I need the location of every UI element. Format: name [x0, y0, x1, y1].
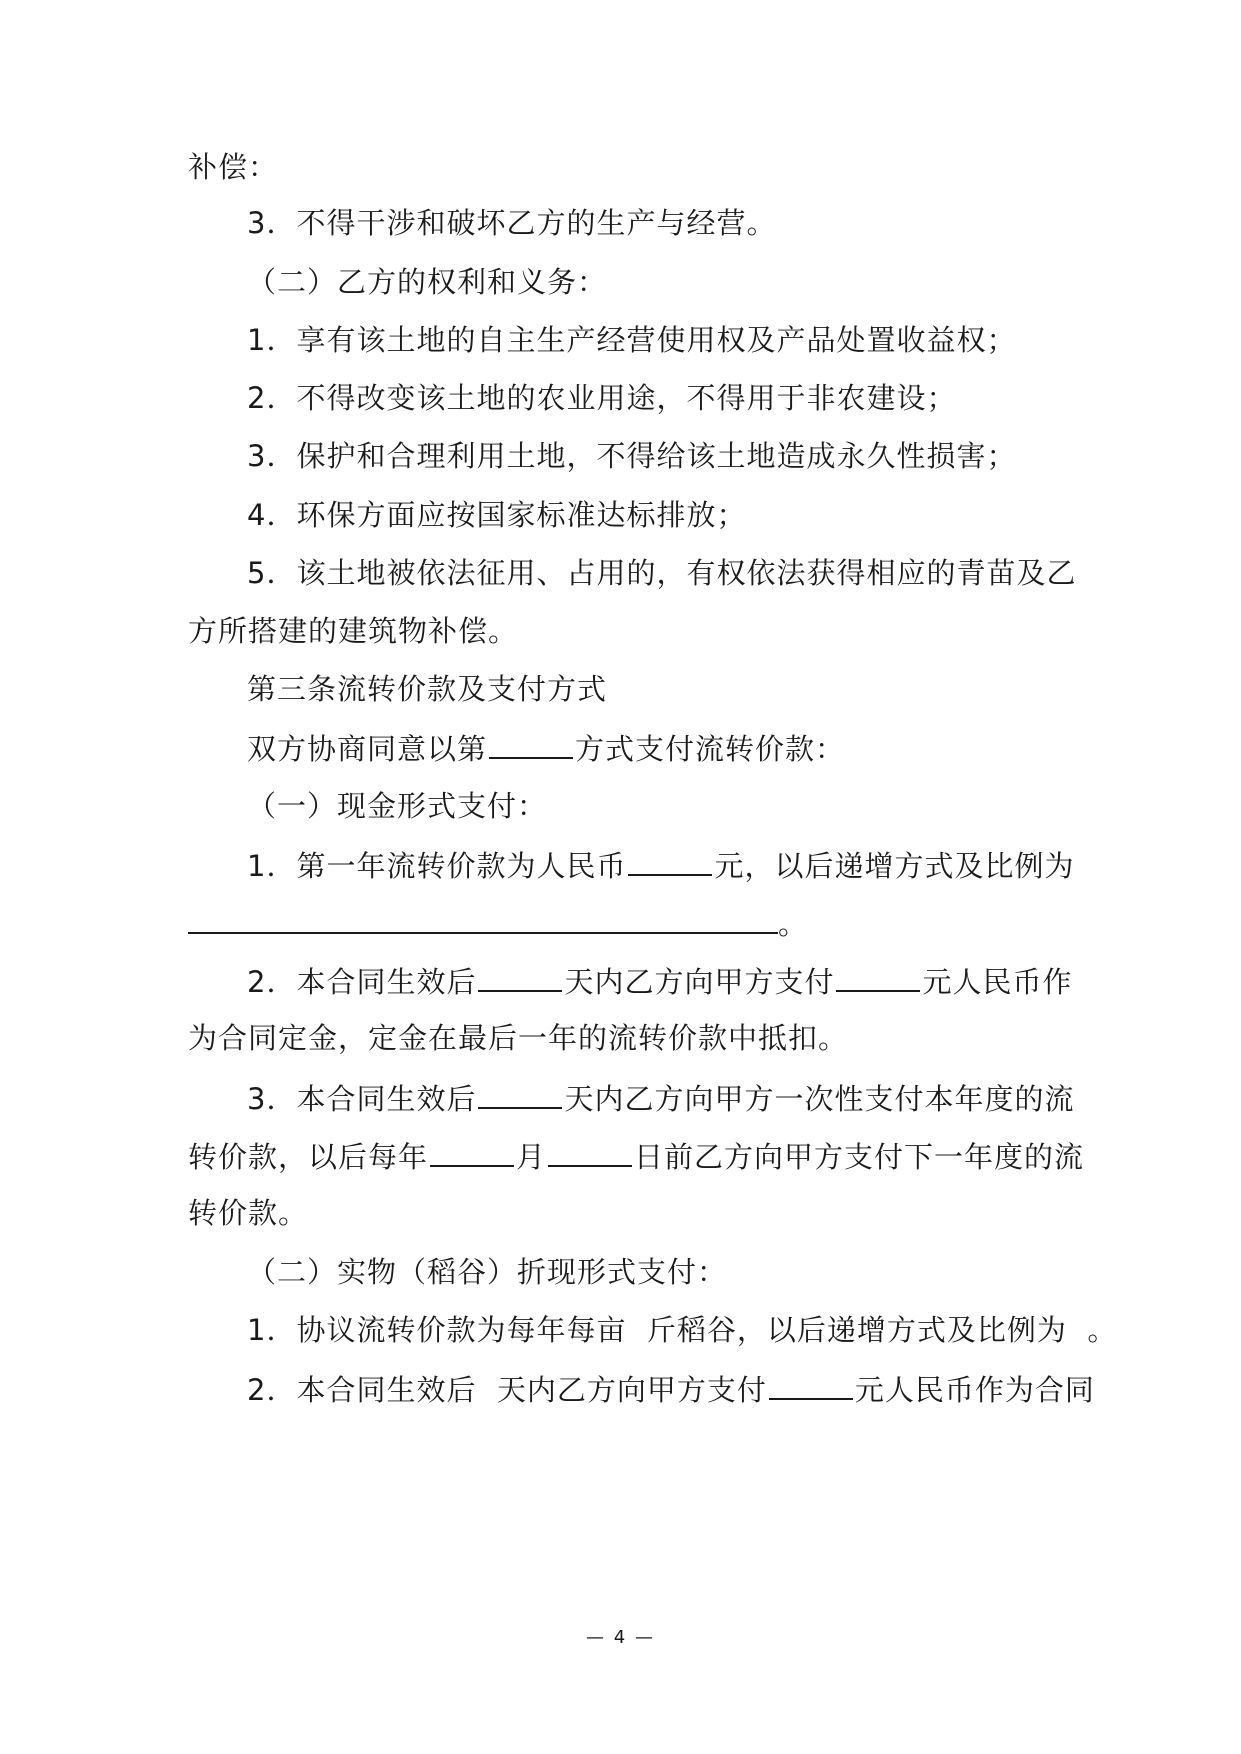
text-segment: 2．本合同生效后: [247, 965, 477, 999]
text-line: 转价款。: [188, 1196, 309, 1230]
page-number: — 4 —: [586, 1627, 655, 1648]
text-segment: 1．第一年流转价款为人民币: [247, 849, 627, 883]
text-segment: 3．本合同生效后: [247, 1082, 477, 1116]
text-segment: 转价款，以后每年: [188, 1140, 429, 1174]
text-line: 方所搭建的建筑物补偿。: [188, 614, 519, 648]
text-line: 4．环保方面应按国家标准达标排放；: [247, 498, 747, 532]
text-segment: 元人民币作: [922, 965, 1073, 999]
fill-in-blank[interactable]: [628, 844, 712, 876]
fill-in-blank[interactable]: [430, 1135, 514, 1167]
text-line: [247, 727, 845, 769]
text-line: [247, 844, 1074, 886]
text-line: 补偿：: [188, 150, 279, 184]
text-line: 5．该土地被依法征用、占用的，有权依法获得相应的青苗及乙: [247, 556, 1077, 590]
text-line: [247, 1077, 1074, 1119]
text-segment: 。: [778, 907, 809, 941]
fill-in-blank[interactable]: [836, 960, 920, 992]
text-segment: 元人民币作为合同: [854, 1373, 1095, 1407]
fill-in-blank[interactable]: [548, 1135, 632, 1167]
text-line: [247, 1368, 1095, 1410]
text-segment: 2．本合同生效后 天内乙方向甲方支付: [247, 1373, 767, 1407]
text-line: 1．享有该土地的自主生产经营使用权及产品处置收益权；: [247, 323, 1017, 357]
fill-in-blank[interactable]: [478, 960, 562, 992]
text-segment: 日前乙方向甲方支付下一年度的流: [634, 1140, 1085, 1174]
text-line: 3．不得干涉和破坏乙方的生产与经营。: [247, 206, 777, 240]
text-line: [247, 960, 1072, 1002]
text-segment: 方式支付流转价款：: [575, 732, 846, 766]
text-segment: 天内乙方向甲方一次性支付本年度的流: [564, 1082, 1075, 1116]
fill-in-blank[interactable]: [769, 1368, 853, 1400]
fill-in-blank-long[interactable]: [188, 902, 778, 934]
section-heading: （二）实物（稻谷）折现形式支付：: [247, 1255, 728, 1289]
fill-in-blank[interactable]: [489, 727, 573, 759]
text-line: 1．协议流转价款为每年每亩 斤稻谷，以后递增方式及比例为 。: [247, 1313, 1118, 1347]
article-heading: 第三条流转价款及支付方式: [247, 672, 608, 706]
text-line: 2．不得改变该土地的农业用途，不得用于非农建设；: [247, 381, 957, 415]
section-heading: （一）现金形式支付：: [247, 789, 548, 823]
text-line: [188, 902, 808, 944]
text-line: [188, 1135, 1084, 1177]
text-segment: 天内乙方向甲方支付: [564, 965, 835, 999]
text-segment: 双方协商同意以第: [247, 732, 488, 766]
text-segment: 元，以后递增方式及比例为: [714, 849, 1075, 883]
text-line: 3．保护和合理利用土地，不得给该土地造成永久性损害；: [247, 439, 1017, 473]
text-segment: 月: [516, 1140, 547, 1174]
fill-in-blank[interactable]: [478, 1077, 562, 1109]
section-heading: （二）乙方的权利和义务：: [247, 265, 608, 299]
text-line: 为合同定金，定金在最后一年的流转价款中抵扣。: [188, 1021, 849, 1055]
